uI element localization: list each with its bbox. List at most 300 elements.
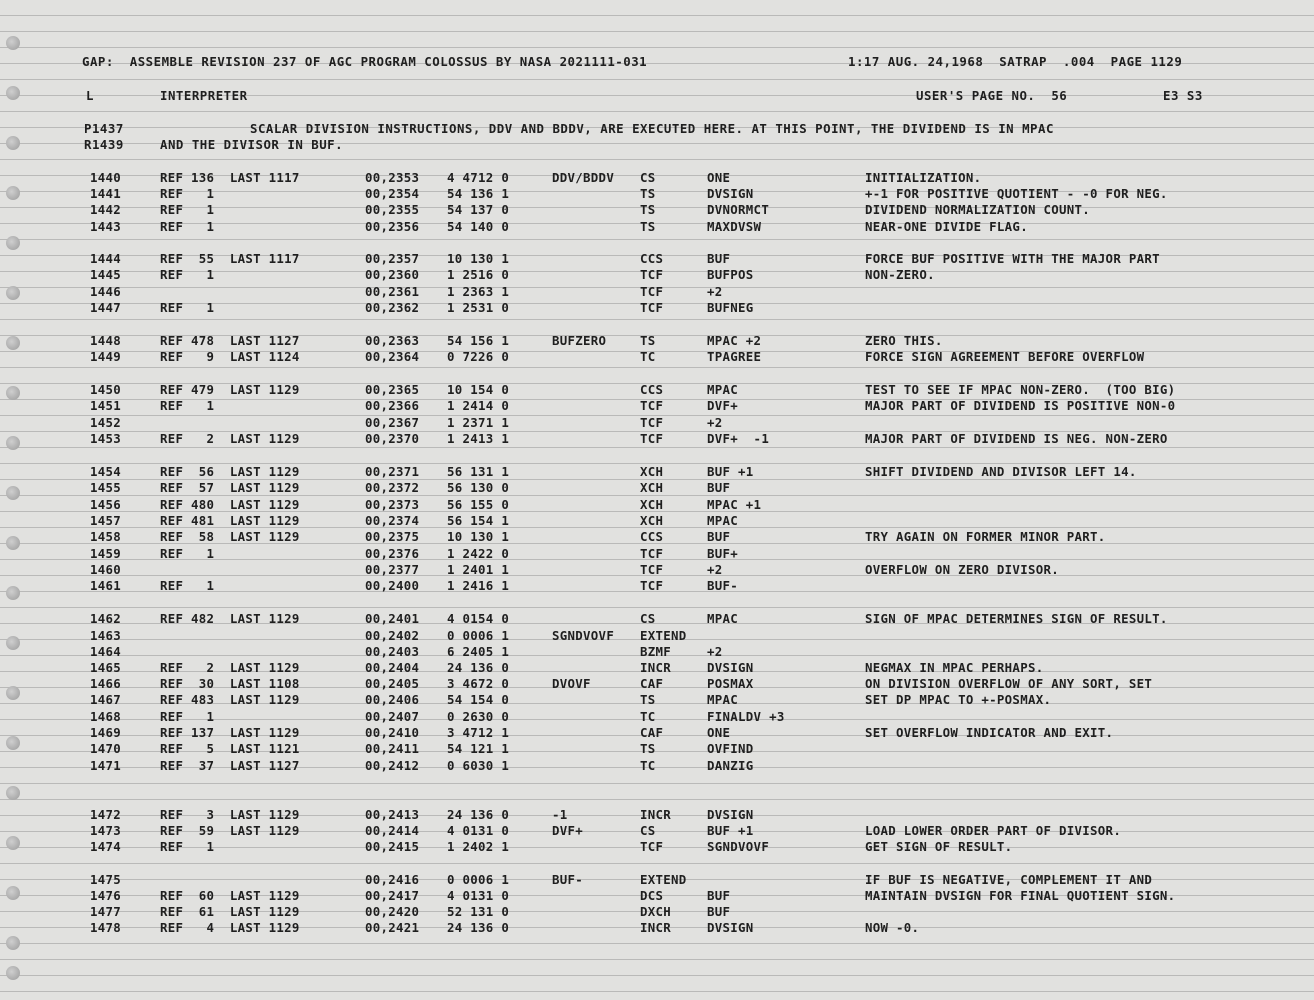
feed-hole [6,636,20,650]
comment: GET SIGN OF RESULT. [865,839,1013,854]
feed-hole [6,286,20,300]
address: 00,2401 [365,611,420,626]
octal-word: 10 130 1 [447,251,510,266]
octal-word: 10 130 1 [447,529,510,544]
listing-row [80,888,1280,904]
opcode: XCH [640,497,664,512]
operand: ONE [707,725,731,740]
line-number: 1470 [90,741,122,756]
line-number: 1444 [90,251,122,266]
operand: OVFIND [707,741,754,756]
opcode: TS [640,692,656,707]
feed-hole [6,936,20,950]
line-number: 1461 [90,578,122,593]
line-number: 1446 [90,284,122,299]
feed-hole [6,486,20,500]
operand: BUF- [707,578,739,593]
listing-row [80,807,1280,823]
opcode: TCF [640,300,664,315]
operand: MAXDVSW [707,219,762,234]
comment: SIGN OF MPAC DETERMINES SIGN OF RESULT. [865,611,1168,626]
operand: MPAC [707,513,739,528]
listing-row [80,415,1280,431]
octal-word: 0 0006 1 [447,872,510,887]
feed-hole [6,586,20,600]
address: 00,2402 [365,628,420,643]
address: 00,2375 [365,529,420,544]
assembly-title: GAP: ASSEMBLE REVISION 237 OF AGC PROGRAM COLOSSUS BY NASA 2021111-031 [82,54,648,69]
operand: BUF [707,480,731,495]
intro-line [84,121,1054,137]
listing-row [80,725,1280,741]
tractor-feed-holes [0,0,30,1000]
listing-row [80,186,1280,202]
octal-word: 56 130 0 [447,480,510,495]
operand: MPAC +2 [707,333,762,348]
ref-count: REF 57 LAST 1129 [160,480,300,495]
line-number: 1477 [90,904,122,919]
feed-hole [6,886,20,900]
address: 00,2421 [365,920,420,935]
operand: +2 [707,562,723,577]
ref-count: REF 136 LAST 1117 [160,170,300,185]
octal-word: 0 6030 1 [447,758,510,773]
octal-word: 56 154 1 [447,513,510,528]
feed-hole [6,836,20,850]
line-number: 1472 [90,807,122,822]
operand: +2 [707,644,723,659]
intro-line-number: P1437 [84,121,124,136]
address: 00,2364 [365,349,420,364]
address: 00,2415 [365,839,420,854]
line-number: 1463 [90,628,122,643]
ref-count: REF 1 [160,202,215,217]
address: 00,2371 [365,464,420,479]
listing-row [80,741,1280,757]
listing-row [80,904,1280,920]
operand: BUF [707,888,731,903]
opcode: TCF [640,546,664,561]
listing-row [80,170,1280,186]
address: 00,2361 [365,284,420,299]
feed-hole [6,86,20,100]
line-number: 1460 [90,562,122,577]
line-number: 1466 [90,676,122,691]
intro-line-text: SCALAR DIVISION INSTRUCTIONS, DDV AND BDDV, ARE EXECUTED HERE. AT THIS POINT, THE DIVIDEND IS IN MPAC [250,121,1054,136]
operand: BUF +1 [707,823,754,838]
listing-row [80,644,1280,660]
address: 00,2376 [365,546,420,561]
octal-word: 54 154 0 [447,692,510,707]
address: 00,2417 [365,888,420,903]
operand: BUF [707,904,731,919]
opcode: TS [640,186,656,201]
comment: FORCE SIGN AGREEMENT BEFORE OVERFLOW [865,349,1145,364]
ref-count: REF 483 LAST 1129 [160,692,300,707]
listing-row [80,219,1280,235]
intro-line-text: AND THE DIVISOR IN BUF. [160,137,344,152]
opcode: CS [640,823,656,838]
listing-row [80,872,1280,888]
operand: BUF [707,529,731,544]
opcode: TCF [640,578,664,593]
users-page-number: USER'S PAGE NO. 56 [916,88,1068,103]
listing-row [80,267,1280,283]
operand: BUFNEG [707,300,754,315]
octal-word: 1 2413 1 [447,431,510,446]
octal-word: 1 2422 0 [447,546,510,561]
ref-count: REF 56 LAST 1129 [160,464,300,479]
octal-word: 24 136 0 [447,807,510,822]
listing-row [80,611,1280,627]
octal-word: 0 7226 0 [447,349,510,364]
ref-count: REF 2 LAST 1129 [160,660,300,675]
opcode: TS [640,741,656,756]
octal-word: 1 2531 0 [447,300,510,315]
ref-count: REF 1 [160,219,215,234]
octal-word: 0 2630 0 [447,709,510,724]
line-number: 1464 [90,644,122,659]
operand: FINALDV +3 [707,709,785,724]
octal-word: 4 0154 0 [447,611,510,626]
line-number: 1478 [90,920,122,935]
ref-count: REF 1 [160,578,215,593]
octal-word: 1 2516 0 [447,267,510,282]
line-number: 1476 [90,888,122,903]
listing-row [80,758,1280,774]
listing-row [80,578,1280,594]
address: 00,2405 [365,676,420,691]
ref-count: REF 478 LAST 1127 [160,333,300,348]
operand: BUF +1 [707,464,754,479]
address: 00,2416 [365,872,420,887]
listing-row [80,497,1280,513]
line-number: 1442 [90,202,122,217]
ref-count: REF 1 [160,186,215,201]
opcode: TCF [640,562,664,577]
listing-row [80,823,1280,839]
octal-word: 1 2402 1 [447,839,510,854]
comment: MAJOR PART OF DIVIDEND IS NEG. NON-ZERO [865,431,1168,446]
octal-word: 54 136 1 [447,186,510,201]
listing-row [80,202,1280,218]
operand: TPAGREE [707,349,762,364]
listing-row [80,692,1280,708]
ref-count: REF 1 [160,398,215,413]
octal-word: 56 155 0 [447,497,510,512]
comment: TEST TO SEE IF MPAC NON-ZERO. (TOO BIG) [865,382,1176,397]
opcode: TCF [640,398,664,413]
address: 00,2354 [365,186,420,201]
operand: DVSIGN [707,660,754,675]
listing-row [80,398,1280,414]
line-number: 1441 [90,186,122,201]
address: 00,2420 [365,904,420,919]
address: 00,2373 [365,497,420,512]
line-number: 1473 [90,823,122,838]
feed-hole [6,736,20,750]
opcode: INCR [640,807,672,822]
opcode: XCH [640,464,664,479]
address: 00,2366 [365,398,420,413]
line-number: 1468 [90,709,122,724]
opcode: CAF [640,676,664,691]
operand: DVF+ -1 [707,431,770,446]
ref-count: REF 1 [160,546,215,561]
ref-count: REF 37 LAST 1127 [160,758,300,773]
ref-count: REF 58 LAST 1129 [160,529,300,544]
address: 00,2404 [365,660,420,675]
octal-word: 4 0131 0 [447,823,510,838]
line-number: 1467 [90,692,122,707]
address: 00,2412 [365,758,420,773]
comment: SET OVERFLOW INDICATOR AND EXIT. [865,725,1114,740]
opcode: TC [640,709,656,724]
line-number: 1452 [90,415,122,430]
symbol-label: DVOVF [552,676,591,691]
listing-row [80,300,1280,316]
octal-word: 6 2405 1 [447,644,510,659]
listing-row [80,562,1280,578]
line-number: 1455 [90,480,122,495]
address: 00,2365 [365,382,420,397]
operand: BUFPOS [707,267,754,282]
symbol-label: BUFZERO [552,333,607,348]
operand: +2 [707,415,723,430]
listing-row [80,546,1280,562]
ref-count: REF 4 LAST 1129 [160,920,300,935]
line-number: 1471 [90,758,122,773]
line-number: 1456 [90,497,122,512]
feed-hole [6,436,20,450]
feed-hole [6,966,20,980]
operand: MPAC [707,611,739,626]
operand: DVNORMCT [707,202,770,217]
line-number: 1450 [90,382,122,397]
feed-hole [6,36,20,50]
print-date-page: 1:17 AUG. 24,1968 SATRAP .004 PAGE 1129 [848,54,1183,69]
symbol-label: DDV/BDDV [552,170,615,185]
octal-word: 10 154 0 [447,382,510,397]
comment: IF BUF IS NEGATIVE, COMPLEMENT IT AND [865,872,1153,887]
opcode: INCR [640,660,672,675]
opcode: TC [640,349,656,364]
comment: TRY AGAIN ON FORMER MINOR PART. [865,529,1106,544]
octal-word: 54 137 0 [447,202,510,217]
address: 00,2377 [365,562,420,577]
operand: SGNDVOVF [707,839,770,854]
opcode: BZMF [640,644,672,659]
line-number: 1458 [90,529,122,544]
address: 00,2372 [365,480,420,495]
octal-word: 4 0131 0 [447,888,510,903]
line-number: 1459 [90,546,122,561]
address: 00,2414 [365,823,420,838]
comment: INITIALIZATION. [865,170,982,185]
feed-hole [6,136,20,150]
ref-count: REF 481 LAST 1129 [160,513,300,528]
address: 00,2362 [365,300,420,315]
ref-count: REF 479 LAST 1129 [160,382,300,397]
octal-word: 1 2371 1 [447,415,510,430]
octal-word: 56 131 1 [447,464,510,479]
line-number: 1445 [90,267,122,282]
opcode: XCH [640,513,664,528]
operand: ONE [707,170,731,185]
opcode: CCS [640,529,664,544]
ref-count: REF 480 LAST 1129 [160,497,300,512]
ref-count: REF 60 LAST 1129 [160,888,300,903]
octal-word: 3 4672 0 [447,676,510,691]
feed-hole [6,386,20,400]
listing-row [80,284,1280,300]
octal-word: 4 4712 0 [447,170,510,185]
opcode: TCF [640,839,664,854]
listing-row [80,480,1280,496]
opcode: INCR [640,920,672,935]
symbol-label: -1 [552,807,568,822]
comment: DIVIDEND NORMALIZATION COUNT. [865,202,1091,217]
octal-word: 3 4712 1 [447,725,510,740]
operand: MPAC +1 [707,497,762,512]
line-number: 1451 [90,398,122,413]
octal-word: 54 156 1 [447,333,510,348]
octal-word: 24 136 0 [447,920,510,935]
comment: OVERFLOW ON ZERO DIVISOR. [865,562,1059,577]
address: 00,2407 [365,709,420,724]
listing-row [80,333,1280,349]
line-number: 1475 [90,872,122,887]
ref-count: REF 9 LAST 1124 [160,349,300,364]
symbol-label: DVF+ [552,823,584,838]
line-number: 1469 [90,725,122,740]
opcode: TCF [640,431,664,446]
feed-hole [6,236,20,250]
symbol-label: SGNDVOVF [552,628,615,643]
comment: FORCE BUF POSITIVE WITH THE MAJOR PART [865,251,1160,266]
ref-count: REF 61 LAST 1129 [160,904,300,919]
ref-count: REF 1 [160,839,215,854]
octal-word: 1 2416 1 [447,578,510,593]
opcode: DXCH [640,904,672,919]
listing-row [80,628,1280,644]
listing-row [80,382,1280,398]
listing-row [80,431,1280,447]
line-number: 1457 [90,513,122,528]
line-number: 1462 [90,611,122,626]
octal-word: 54 121 1 [447,741,510,756]
line-number: 1448 [90,333,122,348]
address: 00,2360 [365,267,420,282]
address: 00,2413 [365,807,420,822]
opcode: CAF [640,725,664,740]
comment: MAINTAIN DVSIGN FOR FINAL QUOTIENT SIGN. [865,888,1176,903]
comment: NEAR-ONE DIVIDE FLAG. [865,219,1028,234]
section-mark: L [86,88,94,103]
opcode: TS [640,333,656,348]
comment: NON-ZERO. [865,267,935,282]
line-number: 1474 [90,839,122,854]
opcode: TCF [640,284,664,299]
listing-row [80,839,1280,855]
listing-row [80,529,1280,545]
operand: BUF+ [707,546,739,561]
comment: NOW -0. [865,920,920,935]
listing-row [80,709,1280,725]
feed-hole [6,336,20,350]
operand: DANZIG [707,758,754,773]
address: 00,2370 [365,431,420,446]
ref-count: REF 55 LAST 1117 [160,251,300,266]
address: 00,2367 [365,415,420,430]
operand: DVF+ [707,398,739,413]
opcode: XCH [640,480,664,495]
address: 00,2357 [365,251,420,266]
listing-row [80,251,1280,267]
listing-row [80,513,1280,529]
opcode: EXTEND [640,628,687,643]
address: 00,2400 [365,578,420,593]
opcode: DCS [640,888,664,903]
address: 00,2355 [365,202,420,217]
ref-count: REF 1 [160,300,215,315]
address: 00,2374 [365,513,420,528]
operand: DVSIGN [707,186,754,201]
address: 00,2356 [365,219,420,234]
ref-count: REF 1 [160,267,215,282]
opcode: TS [640,219,656,234]
line-number: 1453 [90,431,122,446]
comment: +-1 FOR POSITIVE QUOTIENT - -0 FOR NEG. [865,186,1168,201]
comment: ZERO THIS. [865,333,943,348]
symbol-label: BUF- [552,872,584,887]
line-number: 1443 [90,219,122,234]
octal-word: 1 2363 1 [447,284,510,299]
feed-hole [6,186,20,200]
operand: POSMAX [707,676,754,691]
intro-line [84,137,344,153]
operand: DVSIGN [707,920,754,935]
line-number: 1465 [90,660,122,675]
ref-count: REF 137 LAST 1129 [160,725,300,740]
ref-count: REF 2 LAST 1129 [160,431,300,446]
intro-line-number: R1439 [84,137,124,152]
line-number: 1440 [90,170,122,185]
listing-row [80,464,1280,480]
address: 00,2403 [365,644,420,659]
opcode: CCS [640,382,664,397]
address: 00,2410 [365,725,420,740]
octal-word: 1 2401 1 [447,562,510,577]
operand: +2 [707,284,723,299]
comment: NEGMAX IN MPAC PERHAPS. [865,660,1044,675]
address: 00,2406 [365,692,420,707]
octal-word: 52 131 0 [447,904,510,919]
feed-hole [6,786,20,800]
ref-count: REF 5 LAST 1121 [160,741,300,756]
octal-word: 24 136 0 [447,660,510,675]
comment: LOAD LOWER ORDER PART OF DIVISOR. [865,823,1122,838]
ref-count: REF 59 LAST 1129 [160,823,300,838]
opcode: CS [640,611,656,626]
opcode: TCF [640,415,664,430]
opcode: TCF [640,267,664,282]
operand: MPAC [707,692,739,707]
opcode: EXTEND [640,872,687,887]
listing-row [80,660,1280,676]
opcode: TS [640,202,656,217]
page-codes: E3 S3 [1163,88,1203,103]
